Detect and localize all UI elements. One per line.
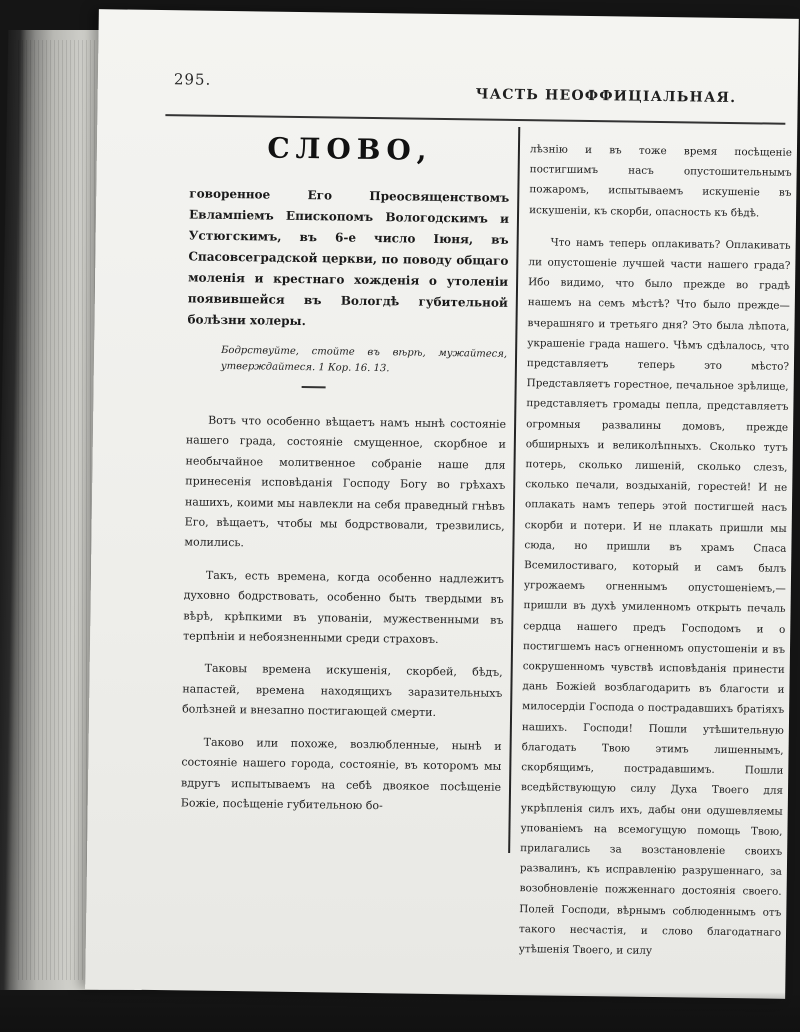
running-title: ЧАСТЬ НЕОФФИЦІАЛЬНАЯ. [475, 86, 737, 107]
article-subtitle: говоренное Его Преосвященствомъ Евлампіемъ Епископомъ Вологодскимъ и Устюгскимъ, въ 6-е число Іюня, въ Спасовсеградской церкви, по поводу общаго моленія и крестнаго хожденія о утоленіи появившейся въ Вологдѣ губительной болѣзни холеры. [187, 186, 510, 329]
paragraph-right-1: лѣзнію и въ тоже время посѣщеніе постигшимъ насъ опустошительнымъ пожаромъ, испытываемъ искушеніе въ искушеніи, къ скорби, опасность къ бѣдѣ. [529, 143, 793, 220]
epigraph: Бодрствуйте, стойте въ вѣрѣ, мужайтеся, утверждайтеся. 1 Кор. 16. 13. [220, 344, 508, 375]
article-title: СЛОВО, [267, 131, 433, 167]
section-separator [302, 386, 326, 388]
right-column [518, 139, 793, 957]
left-column [180, 130, 510, 830]
paragraph-left-4: Таково или похоже, возлюбленные, нынѣ и состояніе нашего города, состояніе, въ которомъ мы вдругъ испытываемъ на себѣ двоякое посѣщеніе Божіе, посѣщеніе губительною бо- [180, 735, 502, 813]
paragraph-left-2: Такъ, есть времена, когда особенно надлежитъ духовно бодрствовать, особенно быть твердыми въ вѣрѣ, крѣпкими въ упованіи, мужественными въ терпѣніи и небоязненными среди страховъ. [183, 568, 505, 647]
book-page [85, 9, 799, 999]
bottom-shadow [0, 992, 800, 1032]
paragraph-right-2: Что намъ теперь оплакивать? Оплакивать ли опустошеніе лучшей части нашего града? Ибо видимо, что было прежде во градѣ нашемъ на семъ мѣстѣ? Что было прежде—вчерашняго и третьяго дня? Это была лѣпота, украшеніе града нашего. Чѣмъ сдѣлалось, что представляетъ теперь это мѣсто? Представляетъ горестное, печальное зрѣлище, представляетъ громады пепла, представляетъ огромныя развалины домовъ, прежде обширныхъ и великолѣпныхъ. Сколько тутъ потерь, сколько лишеній, сколько слезъ, сколько печали, воздыханій, горестей! И не оплакать намъ теперь этой постигшей насъ скорби и потери. И не плакать пришли мы сюда, но пришли въ храмъ Спаса Всемилостиваго, который и самъ былъ угрожаемъ огненнымъ опустошеніемъ,—пришли въ духѣ умиленномъ открыть печаль сердца нашего предъ Господомъ и о постигшемъ насъ огненномъ опустошеніи и въ сокрушенномъ чувствѣ исповѣданія принести дань Божіей возблагодарить въ благости и милосердіи Господа о пострадавшихъ братіяхъ нашихъ. Господи! Пошли утѣшительную благодать Твою этимъ лишеннымъ, скорбящимъ, пострадавшимъ. Пошли вседѣйствующую силу Духа Твоего для укрѣпленія силъ ихъ, дабы они одушевляемы упованіемъ на всемогущую помощь Твою, прилагались за возстановленіе своихъ развалинъ, къ исправленію разрушеннаго, за возобновленіе пожженнаго достоянія своего. Полей Господи, вѣрнымъ соблюденнымъ отъ такого несчастія, и слово благодатнаго утѣшенія Твоего, и силу [518, 236, 791, 957]
column-divider [508, 127, 520, 853]
paragraph-left-3: Таковы времена искушенія, скорбей, бѣдъ, напастей, времена находящихъ заразительныхъ болѣзней и внезапно постигающей смерти. [182, 662, 503, 720]
header-rule [165, 114, 785, 125]
page-number: 295. [173, 70, 212, 89]
paragraph-left-1: Вотъ что особенно вѣщаетъ намъ нынѣ состояніе нашего града, состояніе смущенное, скорбное и необычайное молитвенное собраніе наше для принесенія исповѣданія Господу Богу во грѣхахъ нашихъ, коими мы навлекли на себя праведный гнѣвъ Его, вѣщаетъ, чтобы мы бодрствовали, трезвились, молились. [184, 413, 507, 550]
